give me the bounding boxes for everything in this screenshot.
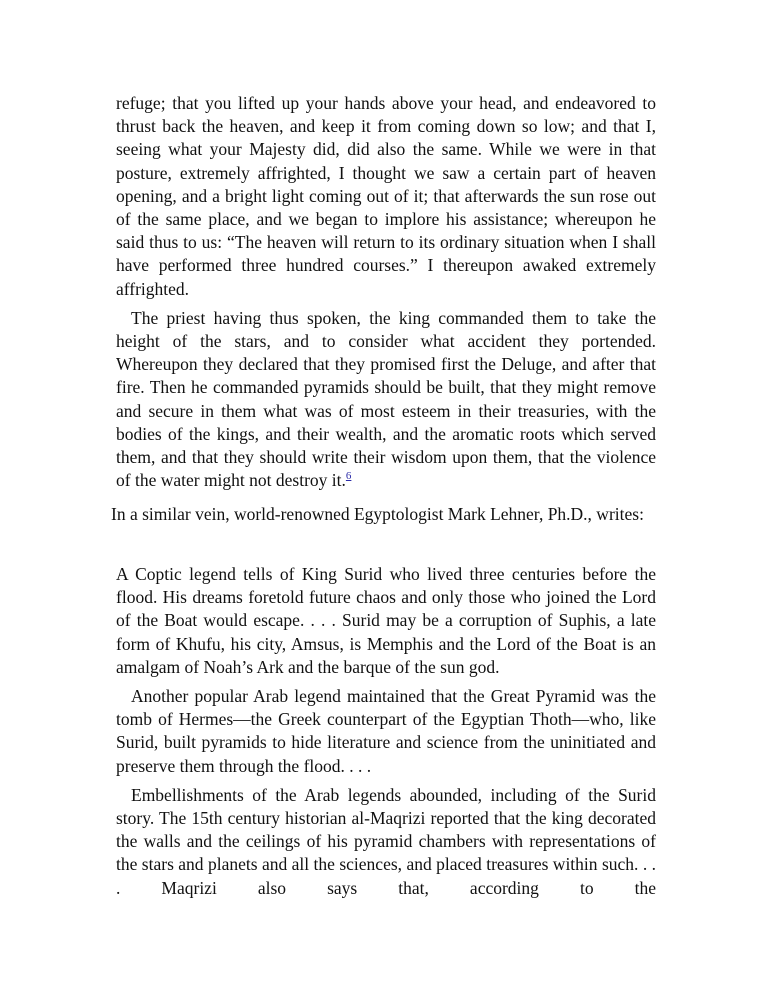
footnote-marker xyxy=(346,470,352,482)
quote-paragraph-text: The priest having thus spoken, the king commanded them to take the height of the stars, and to consider what accident they portended. Whereupon they declared that they promised first the Deluge, and after that fire. Then he commanded pyramids should be built, that they might remove and secure in them what was of most esteem in their treasuries, with the bodies of the kings, and their wealth, and the aromatic roots which served them, and that they should write their wisdom upon them, that the violence of the water might not destroy it. xyxy=(116,307,656,491)
quote-paragraph: Embellishments of the Arab legends abounded, including of the Surid story. The 15th century historian al-Maqrizi reported that the king decorated the walls and the ceilings of his pyramid chambers with representations of the stars and planets and all the sciences, and placed treasures within such. . . . Maqrizi also says that, according to the xyxy=(116,784,656,898)
quote-paragraph xyxy=(116,307,656,493)
quote-paragraph: A Coptic legend tells of King Surid who lived three centuries before the flood. His dreams foretold future chaos and only those who joined the Lord of the Boat would escape. . . . Surid may be a corruption of Suphis, a late form of Khufu, his city, Amsus, is Memphis and the Lord of the Boat is an amalgam of Noah’s Ark and the barque of the sun god. xyxy=(116,564,656,677)
footnote-link[interactable]: 6 xyxy=(345,470,352,483)
quote-paragraph: Another popular Arab legend maintained that the Great Pyramid was the tomb of Hermes—the Greek counterpart of the Egyptian Thoth—who, like Surid, built pyramids to hide literature and science from the uninitiated and preserve them through the flood. . . . xyxy=(116,686,656,776)
block-quote-lehner xyxy=(116,563,656,900)
block-quote-dream xyxy=(116,92,656,492)
body-paragraph: In a similar vein, world-renowned Egyptologist Mark Lehner, Ph.D., writes: xyxy=(111,504,644,524)
quote-paragraph: refuge; that you lifted up your hands above your head, and endeavored to thrust back the heaven, and keep it from coming down so low; and that I, seeing what your Majesty did, did also the same. While we were in that posture, extremely affrighted, I thought we saw a certain part of heaven opening, and a bright light coming out of it; that afterwards the sun rose out of the same place, and we began to implore his assistance; whereupon he said thus to us: “The heaven will return to its ordinary situation when I shall have performed three hundred courses.” I thereupon awaked extremely affrighted. xyxy=(116,93,656,299)
